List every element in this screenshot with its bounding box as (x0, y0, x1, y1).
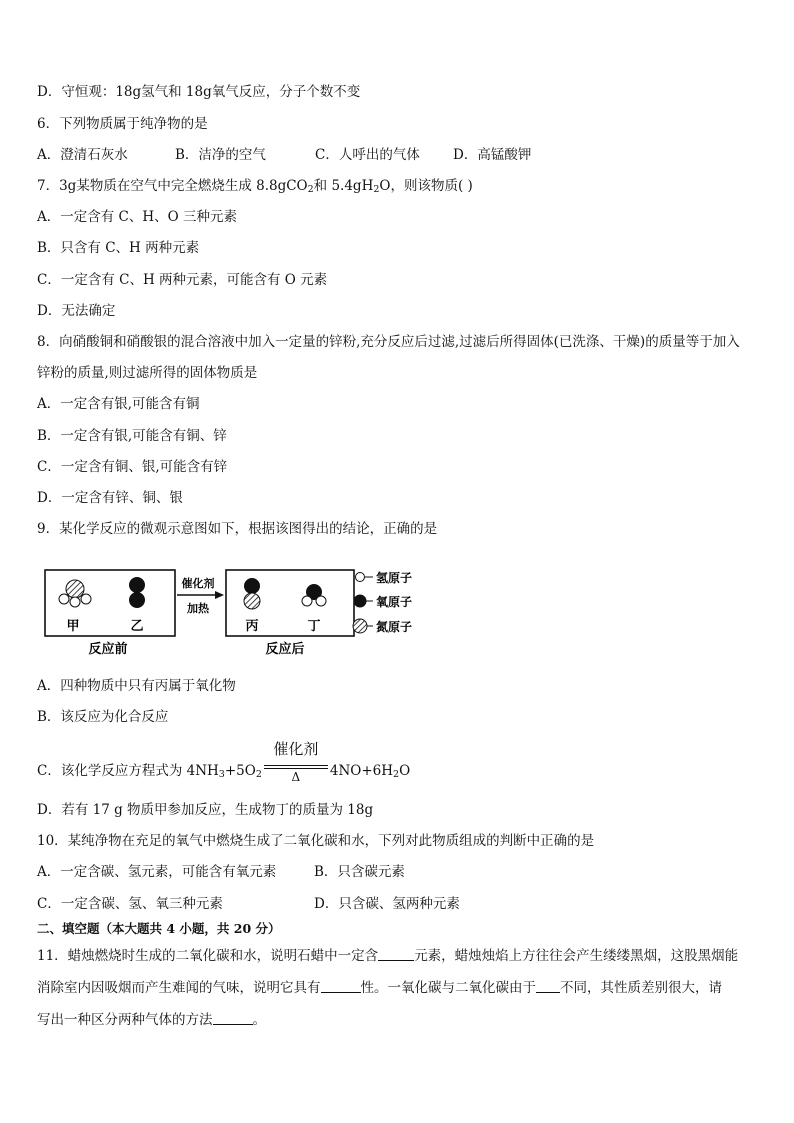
legend-nitrogen: 氮原子 (376, 620, 413, 634)
q8-option-b: B．一定含有银,可能含有铜、锌 (37, 428, 227, 444)
q5-option-d: D．守恒观：18g氢气和 18g氧气反应，分子个数不变 (37, 84, 361, 100)
q8-option-c: C．一定含有铜、银,可能含有锌 (37, 459, 228, 475)
arrow-catalyst: 催化剂 (181, 577, 215, 590)
q6-stem: 6．下列物质属于纯净物的是 (37, 116, 208, 132)
legend-hydrogen: 氢原子 (376, 571, 413, 585)
q7-stem: 7．3g某物质在空气中完全燃烧生成 8.8gCO$_2$和 $5.4gH_2O$，则该物质( ) (37, 178, 473, 195)
q8-stem-line2: 锌粉的质量,则过滤所得的固体物质是 (37, 365, 258, 381)
q10-stem: 10．某纯净物在充足的氧气中燃烧生成了二氧化碳和水，下列对此物质组成的判断中正确的是 (37, 833, 595, 849)
blank-2[interactable] (321, 978, 361, 993)
section-2-heading: 二、填空题（本大题共 4 小题，共 20 分） (37, 921, 281, 936)
q7-option-b: B．只含有 C、H 两种元素 (37, 240, 200, 256)
q9-option-a: A．四种物质中只有丙属于氧化物 (37, 678, 236, 694)
label-bing: 丙 (245, 619, 259, 634)
molecule-jia (59, 580, 91, 607)
q11-line2: 消除室内因吸烟而产生难闻的气味，说明它具有 性。一氧化碳与二氧化碳由于 不同，其性质差别很大，请 (37, 980, 722, 996)
label-ding: 丁 (307, 619, 321, 634)
q10-option-c: C．一定含碳、氢、氧三种元素 (37, 896, 223, 912)
q7-option-d: D．无法确定 (37, 303, 116, 319)
q11-line1: 11．蜡烛燃烧时生成的二氧化碳和水，说明石蜡中一定含 元素，蜡烛烛焰上方往往会产生缕缕黑烟，这股黑烟能 (37, 948, 739, 964)
arrow-heat: 加热 (187, 602, 209, 615)
q8-option-d: D．一定含有锌、铜、银 (37, 490, 183, 506)
q6-option-d: D．高锰酸钾 (453, 147, 532, 163)
q9-stem: 9．某化学反应的微观示意图如下，根据该图得出的结论，正确的是 (37, 521, 438, 537)
label-after: 反应后 (265, 642, 305, 657)
reaction-condition: $\frac{\text{催化剂}}{\Delta}$ (264, 754, 328, 784)
legend-oxygen: 氧原子 (376, 595, 413, 609)
molecule-bing (244, 578, 260, 609)
q10-option-d: D．只含碳、氢两种元素 (314, 896, 460, 912)
blank-1[interactable] (378, 946, 414, 961)
molecule-yi (129, 577, 145, 608)
q9-option-b: B．该反应为化合反应 (37, 709, 169, 725)
label-jia: 甲 (66, 619, 80, 634)
q6-option-b: B．洁净的空气 (175, 147, 266, 163)
molecule-ding (302, 584, 326, 606)
q8-stem-line1: 8．向硝酸铜和硝酸银的混合溶液中加入一定量的锌粉,充分反应后过滤,过滤后所得固体(已洗涤、干燥)的质量等于加入 (37, 334, 740, 350)
q10-option-b: B．只含碳元素 (314, 864, 405, 880)
label-before: 反应前 (88, 642, 128, 657)
q6-option-a: A．澄清石灰水 (37, 147, 128, 163)
reaction-diagram (40, 560, 440, 660)
blank-3[interactable] (536, 978, 560, 993)
q9-option-c: C．该化学反应方程式为 $4NH_3+5O_2$ $\frac{\text{催化剂}}{\Delta}$ $4NO+6H_2O$ (37, 740, 411, 784)
q7-option-c: C．一定含有 C、H 两种元素，可能含有 O 元素 (37, 272, 328, 288)
legend (353, 570, 412, 634)
q7-option-a: A．一定含有 C、H、O 三种元素 (37, 209, 238, 225)
q8-option-a: A．一定含有银,可能含有铜 (37, 396, 200, 412)
q10-option-a: A．一定含碳、氢元素，可能含有氧元素 (37, 864, 277, 880)
q11-line3: 写出一种区分两种气体的方法 。 (37, 1012, 266, 1028)
q6-option-c: C．人呼出的气体 (315, 147, 420, 163)
q9-option-d: D．若有 17 g 物质甲参加反应，生成物丁的质量为 18g (37, 802, 374, 818)
blank-4[interactable] (213, 1010, 253, 1025)
label-yi: 乙 (130, 619, 144, 634)
